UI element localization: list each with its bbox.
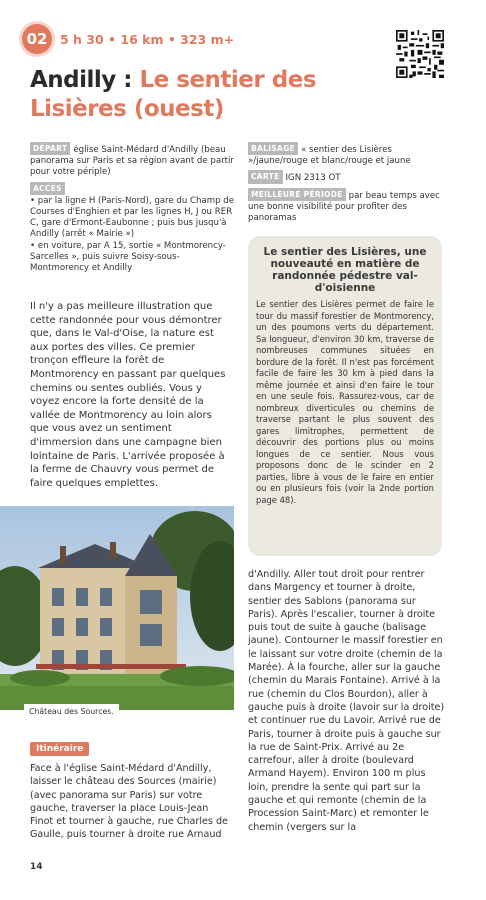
info-box-title: Le sentier des Lisières, une nouveauté en matière de randonnée pédestre val-d'oisienne (263, 246, 427, 294)
itineraire-text-left: Face à l'église Saint-Médard d'Andilly, laisser le château des Sources (mairie) (avec panorama sur Paris) sur votre gauche, traverser la place Louis-Jean Finot et tourner à gauche, rue Charles de Gaulle, puis tourner à droite rue Arnaud (30, 763, 228, 841)
carte-info (248, 170, 448, 184)
practical-info-left (30, 142, 235, 277)
balisage-tag: BALISAGE (248, 142, 298, 155)
depart-info (30, 142, 235, 179)
route-stats: 5 h 30 • 16 km • 323 m+ (60, 31, 235, 47)
acces-info (30, 182, 235, 275)
depart-tag: DÉPART (30, 142, 70, 155)
header (22, 22, 234, 56)
carte-tag: CARTE (248, 170, 283, 183)
acces-text-car: • en voiture, par A 15, sortie « Montmorency-Sarcelles », puis suivre Soisy-sous-Montmorency et Andilly (30, 240, 226, 274)
practical-info-right (248, 142, 448, 227)
periode-info (248, 188, 448, 225)
page-title (30, 66, 360, 124)
page-number: 14 (30, 862, 43, 872)
periode-text: par beau temps avec une bonne visibilité pour profiter des panoramas (248, 190, 440, 224)
acces-tag: ACCÈS (30, 182, 65, 195)
qr-code-icon[interactable] (396, 30, 444, 78)
route-number-badge: 02 (22, 24, 52, 54)
info-box-body: Le sentier des Lisières permet de faire le tour du massif forestier de Montmorency, un des poumons verts du département. Sa longueur, d'environ 30 km, traverse de nombreuses communes situées en bordure de la forêt. Il n'est pas forcément facile de faire les 30 km à pied dans la même journée et ainsi d'en faire le tour en une seule fois. Rassurez-vous, car de nombreux diverticules ou chemins de traverse partant le plus souvent des gares limitrophes, permettent de découvrir des portions plus ou moins longues de ce sentier. Nous vous proposons donc de le scinder en 2 parties, libre à vous de le faire en entier ou en plusieurs fois (voir la 2nde portion page 48). (256, 299, 434, 505)
chateau-photo (0, 506, 234, 710)
info-box (248, 236, 442, 556)
itineraire-text-right: d'Andilly. Aller tout droit pour rentrer dans Margency et tourner à droite, sentier des Sablons (panorama sur Paris). Après l'escalier, tourner à droite puis tout de suite à gauche (balisage jaune). Contourner le massif forestier en le laissant sur votre droite (chemin de la Marée). À la fourche, aller sur la gauche (chemin du Marais Fontaine). Arrivé à la rue (chemin du Clos Bourdon), aller à gauche puis à droite (lavoir sur la droite) et continuer rue du Lavoir. Arrivé rue de Paris, tourner à droite puis à gauche sur la rue de Saint-Prix. Arrivé au 2e carrefour, aller à droite (boulevard Armand Hayem). Environ 100 m plus loin, prendre la sente qui part sur la gauche et qui remonte (chemin de la Procession Saint-Marc) et remonter le chemin (vergers sur la (248, 569, 445, 833)
title-trail: Le sentier des Lisières (ouest) (30, 67, 317, 122)
periode-tag: MEILLEURE PÉRIODE (248, 188, 346, 201)
carte-text: IGN 2313 OT (285, 173, 341, 184)
balisage-text: « sentier des Lisières »/jaune/rouge et blanc/rouge et jaune (248, 145, 411, 167)
title-place: Andilly : (30, 67, 140, 93)
itineraire-tag: Itinéraire (30, 742, 89, 756)
balisage-info (248, 142, 448, 167)
depart-text: église Saint-Médard d'Andilly (beau panorama sur Paris et sa région avant de partir pour votre périple) (30, 145, 234, 178)
acces-text-train: • par la ligne H (Paris-Nord), gare du Champ de Courses d'Enghien et par les lignes H, J ou RER C, gare d'Ermont-Eaubonne ; puis bus jusqu'à Andilly (arrêt « Mairie ») (30, 195, 235, 240)
intro-paragraph: Il n'y a pas meilleure illustration que cette randonnée pour vous démontrer que, dans le Val-d'Oise, la nature est aux portes des villes. Ce premier tronçon effleure la forêt de Montmorency en passant par quelques chemins ou sentes oubliés. Vous y voyez encore la forte densité de la vallée de Montmorency au loin alors que vous avez un sentiment d'immersion dans une campagne bien lointaine de Paris. L'arrivée proposée à la ferme de Chauvry vous permet de faire quelques emplettes. (30, 301, 226, 489)
photo-caption: Château des Sources. (24, 704, 119, 719)
